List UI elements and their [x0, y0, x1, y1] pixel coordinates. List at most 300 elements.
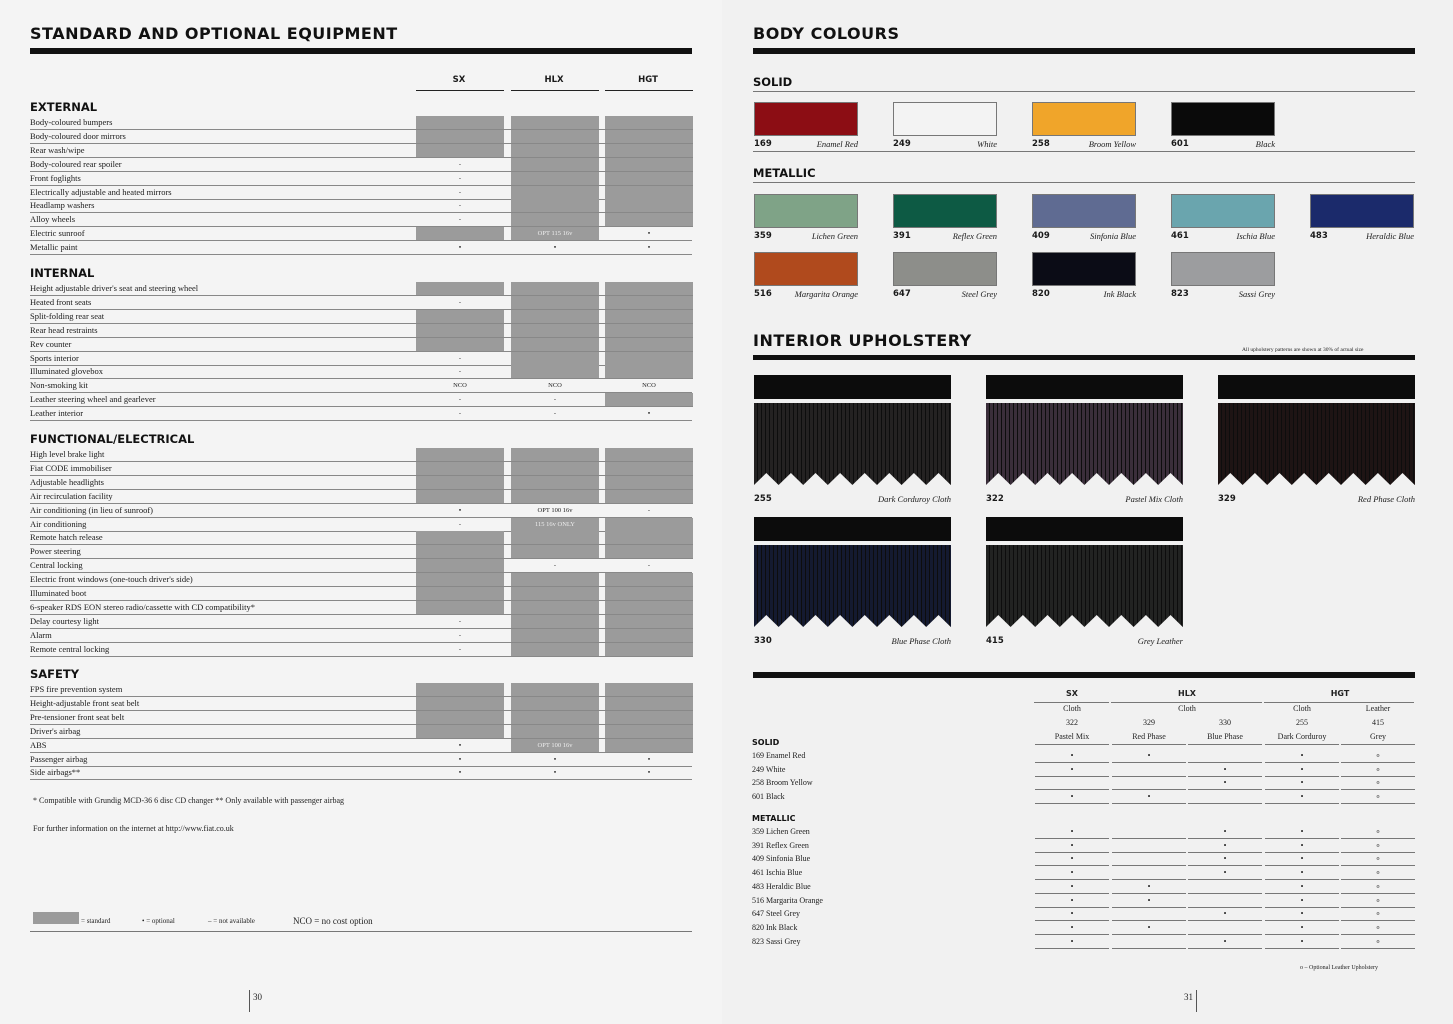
metallic-heading: METALLIC: [753, 166, 816, 180]
equipment-label: Adjustable headlights: [30, 476, 104, 487]
equipment-cell-hlx: [511, 352, 599, 366]
zigzag-edge: [754, 473, 951, 485]
colour-name: Enamel Red: [816, 139, 858, 149]
compat-mark: •: [1300, 895, 1304, 905]
compat-mark: •: [1147, 792, 1151, 802]
equipment-label: Metallic paint: [30, 242, 78, 253]
compat-mark: •: [1070, 854, 1074, 864]
equipment-row: [30, 711, 692, 725]
colour-swatch: [893, 252, 997, 286]
compat-rule: [1188, 803, 1262, 804]
compat-mark: •: [1223, 764, 1227, 774]
body-colours-title: BODY COLOURS: [753, 24, 900, 43]
pattern-name: Dark Corduroy: [1277, 732, 1327, 741]
equipment-cell-hlx: 115 16v ONLY: [511, 518, 599, 532]
equipment-cell-hlx: [511, 643, 599, 657]
equipment-cell-sx: [416, 130, 504, 144]
equipment-cell-hlx: [511, 365, 599, 379]
compat-row: [752, 936, 1415, 949]
equipment-cell-hgt: [605, 683, 693, 697]
upholstery-code: 255: [754, 494, 772, 504]
upholstery-sample: [986, 375, 1183, 485]
colour-swatch: [893, 102, 997, 136]
upholstery-rule: [753, 355, 1415, 360]
compat-mark: •: [1300, 881, 1304, 891]
equipment-cell-sx: •: [458, 506, 462, 514]
equipment-cell-sx: -: [458, 202, 462, 210]
equipment-cell-hlx: [511, 490, 599, 504]
page-number-tick-right: [1196, 990, 1197, 1012]
equipment-row: [30, 601, 692, 615]
colour-code: 258: [1032, 139, 1050, 149]
equipment-label: Front foglights: [30, 172, 81, 183]
equipment-cell-sx: [416, 725, 504, 739]
equipment-cell-hlx: [511, 545, 599, 559]
compat-mark: •: [1147, 751, 1151, 760]
equipment-cell-hlx: [511, 282, 599, 296]
upholstery-code: 415: [986, 636, 1004, 646]
equipment-cell-hlx: [511, 697, 599, 711]
group-rule: [1111, 702, 1262, 703]
equipment-cell-hlx: [511, 199, 599, 213]
compat-footnote: o – Optional Leather Upholstery: [1300, 965, 1378, 971]
compat-mark: •: [1070, 840, 1074, 850]
equipment-row: [30, 629, 692, 643]
colour-name: Margarita Orange: [794, 289, 858, 299]
pattern-name: Grey: [1370, 732, 1386, 741]
compat-colour: 249 White: [752, 764, 786, 774]
compat-mark: •: [1223, 909, 1227, 919]
legend-nco: NCO = no cost option: [293, 916, 373, 926]
equipment-cell-hlx: [511, 116, 599, 130]
colour-name: Ischia Blue: [1236, 231, 1275, 241]
zigzag-edge: [986, 473, 1183, 485]
group-sx: SX: [1066, 689, 1078, 698]
equipment-cell-hlx: •: [553, 769, 557, 777]
compat-mark: •: [1070, 936, 1074, 946]
zigzag-edge: [1218, 473, 1415, 485]
equipment-cell-hgt: [605, 213, 693, 227]
equipment-cell-hlx: -: [553, 410, 557, 418]
equipment-row: [30, 476, 692, 490]
compat-table-rule: [753, 672, 1415, 678]
equipment-cell-sx: [416, 587, 504, 601]
compat-section-heading: METALLIC: [752, 814, 796, 823]
compat-colour: 391 Reflex Green: [752, 840, 809, 850]
compat-mark: o: [1376, 870, 1380, 877]
equipment-cell-hlx: OPT 100 16v: [511, 739, 599, 753]
equipment-label: Non-smoking kit: [30, 380, 88, 391]
compat-mark: •: [1147, 895, 1151, 905]
equipment-row: [30, 587, 692, 601]
equipment-cell-hlx: •: [553, 244, 557, 252]
equipment-cell-hgt: -: [647, 506, 651, 514]
equipment-label: Body-coloured bumpers: [30, 117, 113, 127]
upholstery-code: 322: [986, 494, 1004, 504]
compat-colour: 359 Lichen Green: [752, 827, 810, 836]
pattern-code: 255: [1296, 718, 1308, 727]
equipment-cell-hgt: [605, 130, 693, 144]
compat-colour: 409 Sinfonia Blue: [752, 854, 811, 864]
equipment-cell-sx: [416, 324, 504, 338]
section-heading: FUNCTIONAL/ELECTRICAL: [30, 432, 195, 446]
equipment-cell-sx: [416, 683, 504, 697]
upholstery-band: [754, 517, 951, 541]
upholstery-sample: [986, 517, 1183, 627]
equipment-row: [30, 490, 692, 504]
equipment-cell-hgt: [605, 282, 693, 296]
group-rule: [1034, 702, 1109, 703]
equipment-label: Rev counter: [30, 338, 72, 349]
equipment-cell-hgt: [605, 352, 693, 366]
equipment-row: [30, 282, 692, 296]
col-rule-hgt: [605, 90, 693, 91]
colour-code: 359: [754, 231, 772, 241]
equipment-cell-hgt: [605, 518, 693, 532]
equipment-cell-hgt: [605, 545, 693, 559]
equipment-cell-hgt: [605, 601, 693, 615]
equipment-cell-sx: •: [458, 769, 462, 777]
upholstery-sample: [1218, 375, 1415, 485]
column-rule: [1112, 744, 1186, 745]
upholstery-band: [754, 375, 951, 399]
equipment-row: [30, 448, 692, 462]
equipment-cell-hlx: [511, 476, 599, 490]
equipment-row: [30, 697, 692, 711]
equipment-cell-hlx: [511, 615, 599, 629]
colour-code: 516: [754, 289, 772, 299]
section-heading: EXTERNAL: [30, 100, 98, 114]
compat-mark: •: [1300, 922, 1304, 932]
zigzag-edge: [986, 615, 1183, 627]
compat-colour: 647 Steel Grey: [752, 909, 800, 919]
equipment-row: [30, 227, 692, 241]
colour-code: 391: [893, 231, 911, 241]
upholstery-sample: [754, 517, 951, 627]
equipment-label: Height-adjustable front seat belt: [30, 697, 140, 708]
equipment-cell-sx: [416, 462, 504, 476]
equipment-cell-hlx: [511, 296, 599, 310]
equipment-cell-hlx: -: [553, 396, 557, 404]
zigzag-edge: [754, 615, 951, 627]
compat-row: [752, 908, 1415, 921]
equipment-cell-hgt: [605, 116, 693, 130]
colour-name: White: [977, 139, 997, 149]
equipment-cell-sx: -: [458, 645, 462, 653]
upholstery-note: All upholstery patterns are shown at 30% of actual size: [1242, 347, 1364, 353]
compat-mark: •: [1070, 764, 1074, 774]
compat-colour: 169 Enamel Red: [752, 751, 806, 760]
col-sx: SX: [452, 75, 466, 85]
compat-row: [752, 750, 1415, 763]
metallic-rule: [753, 182, 1415, 183]
upholstery-band: [1218, 375, 1415, 399]
compat-colour: 601 Black: [752, 792, 785, 802]
equipment-label: Alarm: [30, 629, 52, 640]
equipment-row: [30, 241, 692, 255]
equipment-label: Pre-tensioner front seat belt: [30, 711, 125, 722]
compat-row: [752, 764, 1415, 777]
equipment-cell-hgt: [605, 531, 693, 545]
equipment-cell-hlx: [511, 338, 599, 352]
equipment-row: [30, 643, 692, 657]
equipment-cell-sx: -: [458, 368, 462, 376]
compat-mark: •: [1070, 751, 1074, 760]
equipment-cell-hlx: [511, 573, 599, 587]
upholstery-band: [986, 517, 1183, 541]
equipment-cell-hgt: [605, 697, 693, 711]
compat-mark: •: [1300, 854, 1304, 864]
equipment-label: Power steering: [30, 546, 81, 557]
equipment-cell-hlx: [511, 629, 599, 643]
equipment-row: [30, 144, 692, 158]
equipment-label: Air conditioning: [30, 518, 87, 529]
colour-name: Heraldic Blue: [1366, 231, 1414, 241]
legend-standard: = standard: [81, 917, 111, 925]
equipment-label: Electrically adjustable and heated mirrors: [30, 186, 172, 197]
equipment-row: [30, 393, 692, 407]
equipment-label: Leather steering wheel and gearlever: [30, 394, 156, 405]
col-rule-hlx: [511, 90, 599, 91]
compat-mark: •: [1223, 778, 1227, 788]
equipment-cell-hlx: -: [553, 562, 557, 570]
legend-not-available: – = not available: [208, 917, 255, 925]
equipment-label: Body-coloured rear spoiler: [30, 158, 122, 169]
compat-row: [752, 826, 1415, 839]
compat-mark: •: [1070, 827, 1074, 836]
compat-rule: [1265, 948, 1339, 949]
equipment-cell-sx: [416, 338, 504, 352]
equipment-cell-hlx: [511, 130, 599, 144]
colour-name: Lichen Green: [811, 231, 858, 241]
compat-mark: •: [1147, 881, 1151, 891]
equipment-cell-sx: •: [458, 755, 462, 763]
equipment-cell-hgt: [605, 643, 693, 657]
equipment-cell-sx: •: [458, 244, 462, 252]
compat-mark: •: [1223, 827, 1227, 836]
equipment-label: Body-coloured door mirrors: [30, 130, 126, 141]
equipment-cell-hgt: [605, 711, 693, 725]
equipment-row: [30, 407, 692, 421]
compat-row: [752, 895, 1415, 908]
upholstery-band: [986, 375, 1183, 399]
equipment-cell-sx: [416, 282, 504, 296]
upholstery-name: Red Phase Cloth: [1357, 494, 1415, 504]
compat-colour: 516 Margarita Orange: [752, 895, 823, 905]
compat-mark: o: [1376, 924, 1380, 931]
equipment-label: FPS fire prevention system: [30, 684, 123, 694]
equipment-label: Remote hatch release: [30, 532, 103, 543]
compat-mark: •: [1300, 936, 1304, 946]
equipment-cell-hgt: [605, 615, 693, 629]
equipment-cell-sx: [416, 697, 504, 711]
equipment-cell-hlx: [511, 213, 599, 227]
colour-name: Sinfonia Blue: [1089, 231, 1136, 241]
colour-code: 249: [893, 139, 911, 149]
colour-name: Steel Grey: [961, 289, 997, 299]
compat-colour: 461 Ischia Blue: [752, 868, 803, 878]
equipment-cell-hgt: •: [647, 230, 651, 238]
column-rule: [1341, 744, 1415, 745]
group-hgt: HGT: [1330, 689, 1350, 698]
equipment-row: [30, 615, 692, 629]
equipment-cell-sx: •: [458, 741, 462, 749]
legend-standard-swatch: [33, 912, 79, 924]
equipment-label: Driver's airbag: [30, 725, 81, 736]
equipment-cell-hgt: NCO: [642, 382, 656, 390]
equipment-label: Height adjustable driver's seat and steering wheel: [30, 283, 199, 293]
equipment-row: [30, 116, 692, 130]
equipment-cell-hgt: [605, 199, 693, 213]
compat-rule: [1265, 803, 1339, 804]
compat-colour: 483 Heraldic Blue: [752, 881, 811, 891]
compat-row: [752, 867, 1415, 880]
equipment-cell-hlx: [511, 711, 599, 725]
equipment-footnote: * Compatible with Grundig MCD-36 6 disc CD changer ** Only available with passenger airbag: [33, 796, 345, 805]
compat-rule: [1112, 948, 1186, 949]
equipment-row: [30, 683, 692, 697]
upholstery-name: Grey Leather: [1137, 636, 1183, 646]
equipment-cell-hgt: [605, 629, 693, 643]
equipment-row: [30, 739, 692, 753]
body-colours-rule: [753, 48, 1415, 54]
equipment-cell-hgt: [605, 476, 693, 490]
pattern-code: 322: [1066, 718, 1078, 727]
compat-mark: o: [1376, 856, 1380, 863]
colour-name: Ink Black: [1103, 289, 1136, 299]
col-rule-sx: [416, 90, 504, 91]
equipment-cell-hlx: [511, 725, 599, 739]
compat-mark: •: [1070, 881, 1074, 891]
equipment-cell-hlx: NCO: [548, 382, 562, 390]
colour-code: 601: [1171, 139, 1189, 149]
compat-mark: •: [1300, 909, 1304, 919]
compat-mark: •: [1223, 936, 1227, 946]
compat-mark: •: [1070, 868, 1074, 878]
equipment-cell-hlx: [511, 601, 599, 615]
equipment-cell-sx: -: [458, 396, 462, 404]
colour-code: 483: [1310, 231, 1328, 241]
equipment-cell-sx: -: [458, 216, 462, 224]
upholstery-title: INTERIOR UPHOLSTERY: [753, 331, 972, 350]
equipment-cell-hgt: [605, 296, 693, 310]
equipment-label: Heated front seats: [30, 296, 92, 307]
equipment-label: Delay courtesy light: [30, 615, 99, 626]
compat-mark: o: [1376, 911, 1380, 918]
equipment-cell-hgt: •: [647, 769, 651, 777]
equipment-cell-hgt: •: [647, 410, 651, 418]
col-hlx: HLX: [544, 75, 564, 85]
pattern-name: Pastel Mix: [1054, 732, 1090, 741]
colour-code: 409: [1032, 231, 1050, 241]
equipment-cell-hgt: [605, 573, 693, 587]
colour-code: 169: [754, 139, 772, 149]
compat-mark: •: [1300, 827, 1304, 836]
material-label: Leather: [1365, 704, 1391, 713]
equipment-cell-hgt: -: [647, 562, 651, 570]
compat-mark: •: [1300, 764, 1304, 774]
column-rule: [1035, 744, 1109, 745]
equipment-label: Electric sunroof: [30, 228, 85, 239]
equipment-cell-sx: -: [458, 174, 462, 182]
equipment-cell-sx: -: [458, 188, 462, 196]
upholstery-name: Blue Phase Cloth: [891, 636, 951, 646]
equipment-cell-hgt: [605, 739, 693, 753]
compat-mark: •: [1070, 922, 1074, 932]
equipment-cell-hgt: [605, 310, 693, 324]
equipment-cell-sx: [416, 310, 504, 324]
equipment-cell-hlx: [511, 683, 599, 697]
compat-mark: o: [1376, 794, 1380, 801]
group-hlx: HLX: [1178, 689, 1196, 698]
compat-colour: 258 Broom Yellow: [752, 778, 813, 788]
equipment-cell-hgt: [605, 393, 693, 407]
equipment-label: Split-folding rear seat: [30, 310, 105, 321]
equipment-cell-hgt: [605, 725, 693, 739]
compat-mark: •: [1223, 868, 1227, 878]
compat-mark: o: [1376, 842, 1380, 849]
equipment-label: Illuminated glovebox: [30, 366, 103, 377]
equipment-cell-sx: [416, 116, 504, 130]
upholstery-code: 329: [1218, 494, 1236, 504]
upholstery-name: Pastel Mix Cloth: [1125, 494, 1183, 504]
compat-colour: 820 Ink Black: [752, 922, 798, 932]
colour-swatch: [1171, 194, 1275, 228]
equipment-label: High level brake light: [30, 449, 105, 459]
equipment-row: [30, 310, 692, 324]
pattern-code: 415: [1372, 718, 1384, 727]
equipment-cell-hgt: [605, 186, 693, 200]
equipment-cell-hgt: [605, 338, 693, 352]
colour-name: Sassi Grey: [1238, 289, 1275, 299]
equipment-cell-hlx: OPT 115 16v: [511, 227, 599, 241]
compat-rule: [1341, 948, 1415, 949]
colour-swatch: [754, 102, 858, 136]
compat-mark: •: [1300, 840, 1304, 850]
pattern-name: Red Phase: [1132, 732, 1166, 741]
equipment-cell-hgt: [605, 158, 693, 172]
colour-code: 823: [1171, 289, 1189, 299]
equipment-label: Fiat CODE immobiliser: [30, 462, 112, 473]
compat-mark: •: [1070, 909, 1074, 919]
equipment-row: [30, 186, 692, 200]
equipment-row: [30, 545, 692, 559]
equipment-cell-sx: -: [458, 354, 462, 362]
equipment-cell-sx: -: [458, 410, 462, 418]
equipment-cell-hgt: [605, 490, 693, 504]
equipment-label: Illuminated boot: [30, 588, 87, 598]
colour-code: 647: [893, 289, 911, 299]
equipment-cell-hlx: [511, 144, 599, 158]
equipment-cell-hgt: [605, 587, 693, 601]
equipment-cell-hlx: OPT 100 16v: [537, 506, 573, 514]
material-label: Cloth: [1293, 704, 1311, 713]
equipment-cell-sx: -: [458, 298, 462, 306]
colour-swatch: [1032, 194, 1136, 228]
compat-mark: •: [1300, 792, 1304, 802]
compat-rule: [1188, 948, 1262, 949]
equipment-label: Air conditioning (in lieu of sunroof): [30, 504, 153, 515]
compat-rule: [1112, 803, 1186, 804]
colour-code: 820: [1032, 289, 1050, 299]
equipment-cell-sx: [416, 573, 504, 587]
compat-mark: o: [1376, 829, 1380, 835]
colour-swatch: [1032, 252, 1136, 286]
colour-name: Black: [1255, 139, 1275, 149]
compat-row: [752, 853, 1415, 866]
compat-mark: o: [1376, 897, 1380, 904]
equipment-row: [30, 766, 692, 780]
